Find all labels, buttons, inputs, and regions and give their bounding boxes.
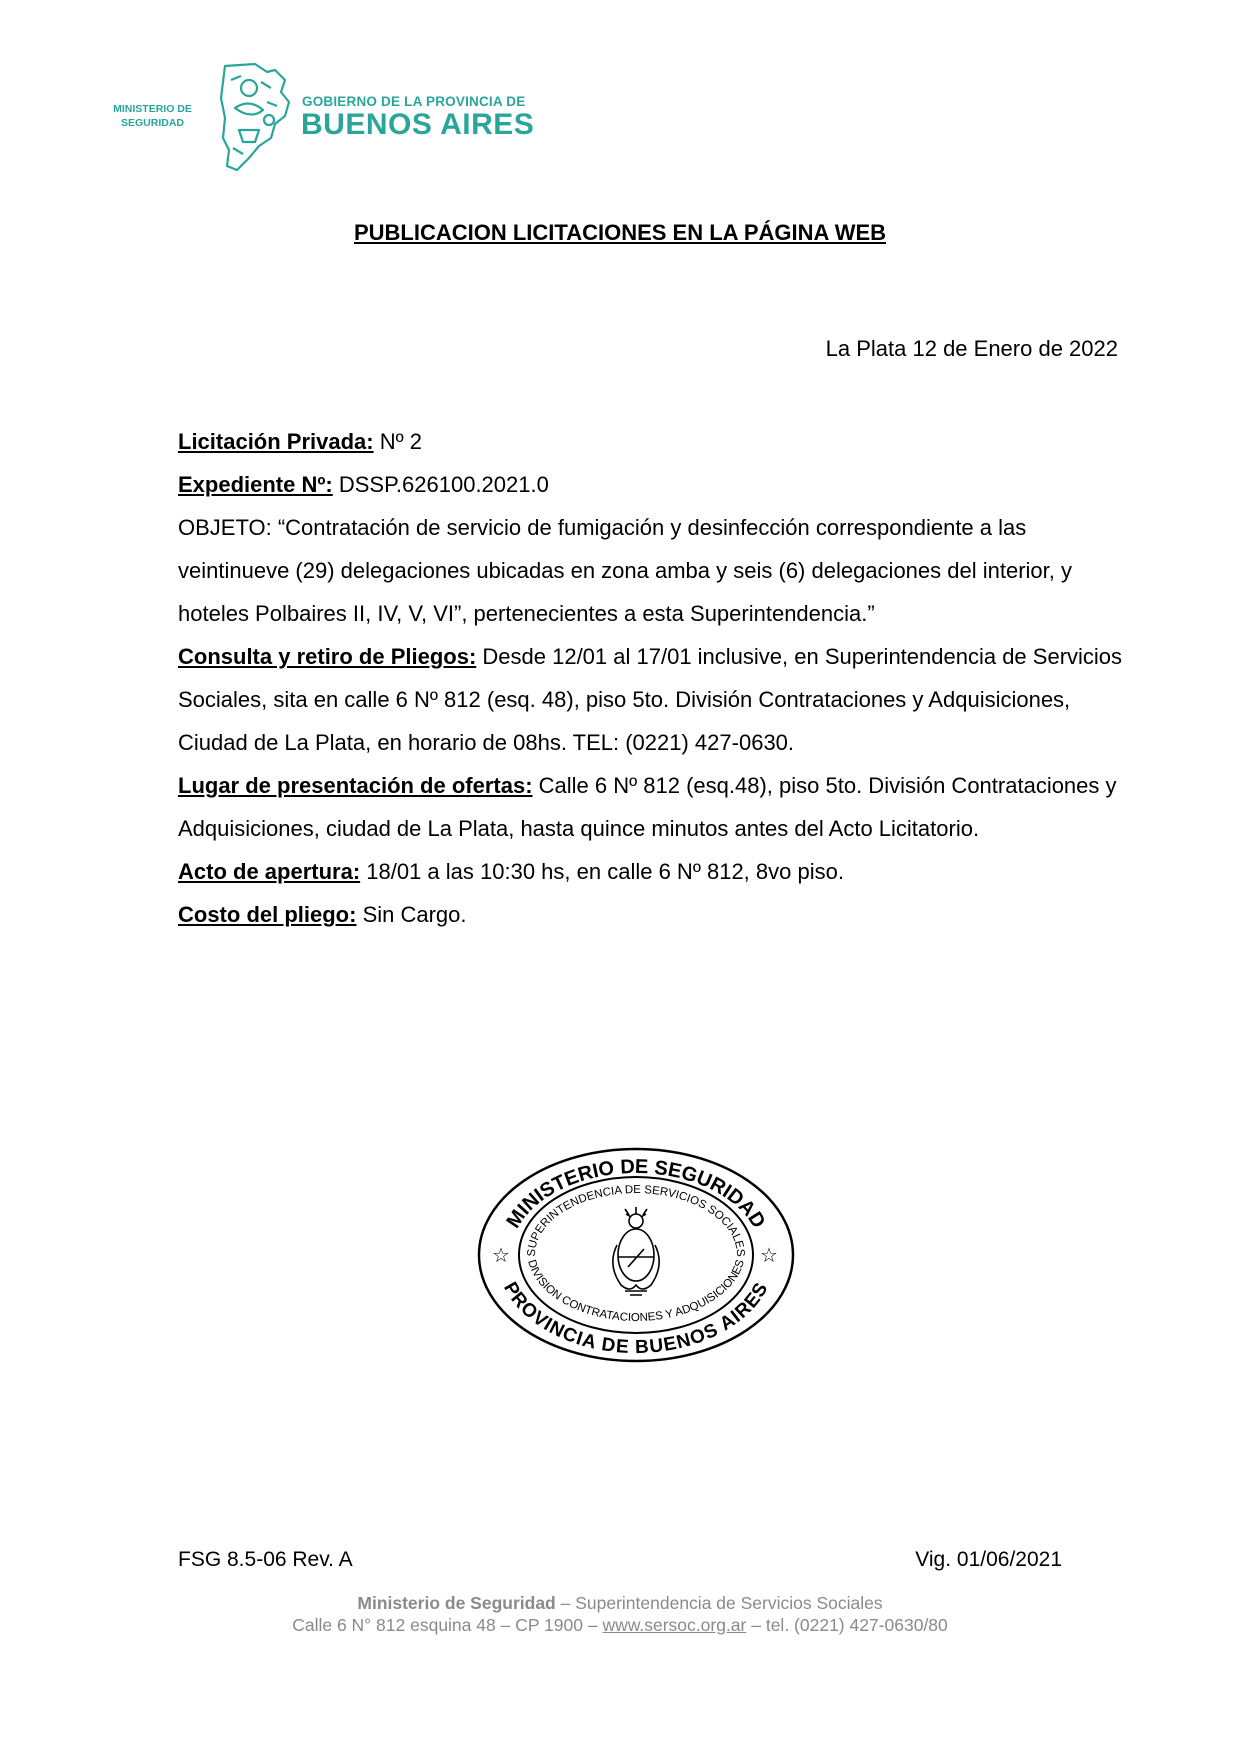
coat-of-arms-icon <box>613 1207 659 1295</box>
stamp-star-left-icon: ☆ <box>492 1243 510 1267</box>
province-map-emblem-icon <box>215 58 295 173</box>
stamp-outer-bottom-text: PROVINCIA DE BUENOS AIRES <box>499 1278 773 1359</box>
costo-line <box>178 893 1123 936</box>
objeto-paragraph: OBJETO: “Contratación de servicio de fumigación y desinfección correspondiente a las veintinueve (29) delegaciones ubicadas en zona amba y seis (6) delegaciones del interior, y hoteles Polbaires II, IV, V, VI”, pertenecientes a esta Superintendencia.” <box>178 515 1072 626</box>
footer-address: Calle 6 N° 812 esquina 48 – CP 1900 – <box>292 1615 603 1635</box>
lugar-paragraph <box>178 764 1123 850</box>
stamp-inner-top-text: SUPERINTENDENCIA DE SERVICIOS SOCIALES <box>525 1183 747 1257</box>
page-footer <box>0 1592 1240 1636</box>
form-code: FSG 8.5-06 Rev. A <box>178 1548 353 1571</box>
document-body <box>178 420 1123 936</box>
ministry-line-1: MINISTERIO DE <box>113 103 192 115</box>
government-subtitle: GOBIERNO DE LA PROVINCIA DE <box>302 94 526 109</box>
footer-website-link[interactable]: www.sersoc.org.ar <box>602 1615 747 1635</box>
consulta-value: Desde 12/01 al 17/01 inclusive, en Superintendencia de Servicios Sociales, sita en calle 6 Nº 812 (esq. 48), piso 5to. División Contrataciones y Adquisiciones, Ciudad de La Plata, en horario de 08hs. TEL: (0221) 427-0630. <box>178 644 1123 755</box>
official-stamp <box>475 1145 797 1365</box>
acto-value: 18/01 a las 10:30 hs, en calle 6 Nº 812, 8vo piso. <box>360 859 844 884</box>
costo-label: Costo del pliego: <box>178 902 357 927</box>
page-title: PUBLICACION LICITACIONES EN LA PÁGINA WEB <box>353 220 887 245</box>
acto-label: Acto de apertura: <box>178 859 361 884</box>
footer-org: Ministerio de Seguridad <box>357 1593 556 1613</box>
footer-phone: – tel. (0221) 427-0630/80 <box>746 1615 948 1635</box>
consulta-label: Consulta y retiro de Pliegos: <box>178 644 477 669</box>
header-logo <box>105 58 545 173</box>
acto-line <box>178 850 1123 893</box>
government-name: BUENOS AIRES <box>301 108 535 141</box>
licitacion-label: Licitación Privada: <box>178 429 374 454</box>
expediente-label: Expediente Nº: <box>178 472 333 497</box>
footer-department: – Superintendencia de Servicios Sociales <box>555 1593 883 1613</box>
footer-line-1 <box>0 1592 1240 1614</box>
ministry-logo-text <box>105 102 200 130</box>
expediente-value: DSSP.626100.2021.0 <box>332 472 549 497</box>
consulta-paragraph <box>178 635 1123 764</box>
stamp-inner-bottom-text: DIVISION CONTRATACIONES Y ADQUISICIONES <box>525 1258 747 1325</box>
ministry-line-2: SEGURIDAD <box>120 117 184 129</box>
lugar-label: Lugar de presentación de ofertas: <box>178 773 533 798</box>
licitacion-line <box>178 420 1123 463</box>
expediente-line <box>178 463 1123 506</box>
footer-line-2 <box>0 1614 1240 1636</box>
stamp-star-right-icon: ☆ <box>760 1243 778 1267</box>
form-vigencia: Vig. 01/06/2021 <box>915 1548 1062 1571</box>
lugar-value: Calle 6 Nº 812 (esq.48), piso 5to. División Contrataciones y Adquisiciones, ciudad de La Plata, hasta quince minutos antes del Acto Licitatorio. <box>178 773 1117 841</box>
costo-value: Sin Cargo. <box>356 902 467 927</box>
document-date: La Plata 12 de Enero de 2022 <box>825 336 1118 361</box>
licitacion-value: Nº 2 <box>373 429 423 454</box>
stamp-outer-top-text: MINISTERIO DE SEGURIDAD <box>502 1155 770 1233</box>
